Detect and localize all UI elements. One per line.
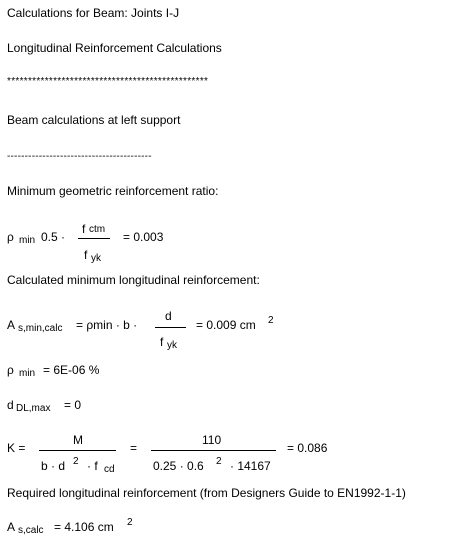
rho-numerator-f: f — [82, 222, 86, 236]
k-fraction-line-1 — [39, 450, 116, 451]
k-result: = 0.086 — [287, 441, 328, 455]
rho-value-result: = 6E-06 % — [43, 363, 100, 377]
rho-denominator-sub: yk — [91, 253, 101, 264]
as-calc-result: = 4.106 cm — [54, 520, 114, 534]
k-denominator-2-sup: 2 — [216, 456, 222, 467]
star-separator: ************************************************ — [7, 76, 209, 87]
as-min-rhs: = ρmin · b · — [76, 318, 138, 332]
dash-separator: ----------------------------------------- — [7, 151, 152, 162]
as-min-result-sup: 2 — [268, 315, 274, 326]
rho-subscript: min — [19, 235, 36, 246]
k-lhs: K = — [7, 441, 26, 455]
rho-value-symbol: ρ — [7, 363, 14, 377]
as-min-fraction-line — [155, 327, 186, 328]
as-min-numerator: d — [165, 309, 172, 323]
k-denominator-1b: · f — [87, 459, 98, 473]
d-result: = 0 — [64, 398, 82, 412]
k-denominator-1-sup: 2 — [73, 456, 79, 467]
subsection-title: Beam calculations at left support — [7, 113, 181, 127]
min-reinforcement-heading: Calculated minimum longitudinal reinforcement: — [7, 273, 260, 287]
as-calc-result-sup: 2 — [127, 517, 133, 528]
rho-fraction-line — [78, 238, 110, 239]
report-title: Calculations for Beam: Joints I-J — [7, 6, 180, 20]
k-fraction-line-2 — [151, 450, 276, 451]
required-reinforcement-heading: Required longitudinal reinforcement (from Designers Guide to EN1992-1-1) — [7, 486, 406, 500]
as-min-result: = 0.009 cm — [196, 318, 256, 332]
section-title: Longitudinal Reinforcement Calculations — [7, 41, 222, 55]
rho-numerator-sub: ctm — [89, 224, 106, 235]
k-denominator-1-sub: cd — [104, 464, 115, 475]
rho-value-subscript: min — [19, 368, 36, 379]
k-denominator-2b: · 14167 — [230, 459, 271, 473]
d-subscript: DL,max — [16, 403, 51, 414]
min-ratio-heading: Minimum geometric reinforcement ratio: — [7, 184, 219, 198]
k-denominator-2a: 0.25 · 0.6 — [153, 459, 204, 473]
as-min-symbol: A — [7, 318, 16, 332]
as-calc-symbol: A — [7, 520, 16, 534]
k-denominator-1a: b · d — [41, 459, 66, 473]
d-symbol: d — [7, 398, 14, 412]
rho-symbol: ρ — [7, 230, 14, 244]
as-calc-subscript: s,calc — [18, 525, 44, 536]
rho-coefficient: 0.5 · — [41, 230, 66, 244]
k-numerator-2: 110 — [202, 433, 222, 447]
rho-result: = 0.003 — [123, 230, 164, 244]
as-min-denominator-f: f — [160, 335, 164, 349]
as-min-subscript: s,min,calc — [18, 323, 63, 334]
k-numerator-1: M — [73, 433, 83, 447]
k-equals: = — [130, 441, 138, 455]
as-min-denominator-sub: yk — [167, 340, 177, 351]
rho-denominator-f: f — [84, 248, 88, 262]
